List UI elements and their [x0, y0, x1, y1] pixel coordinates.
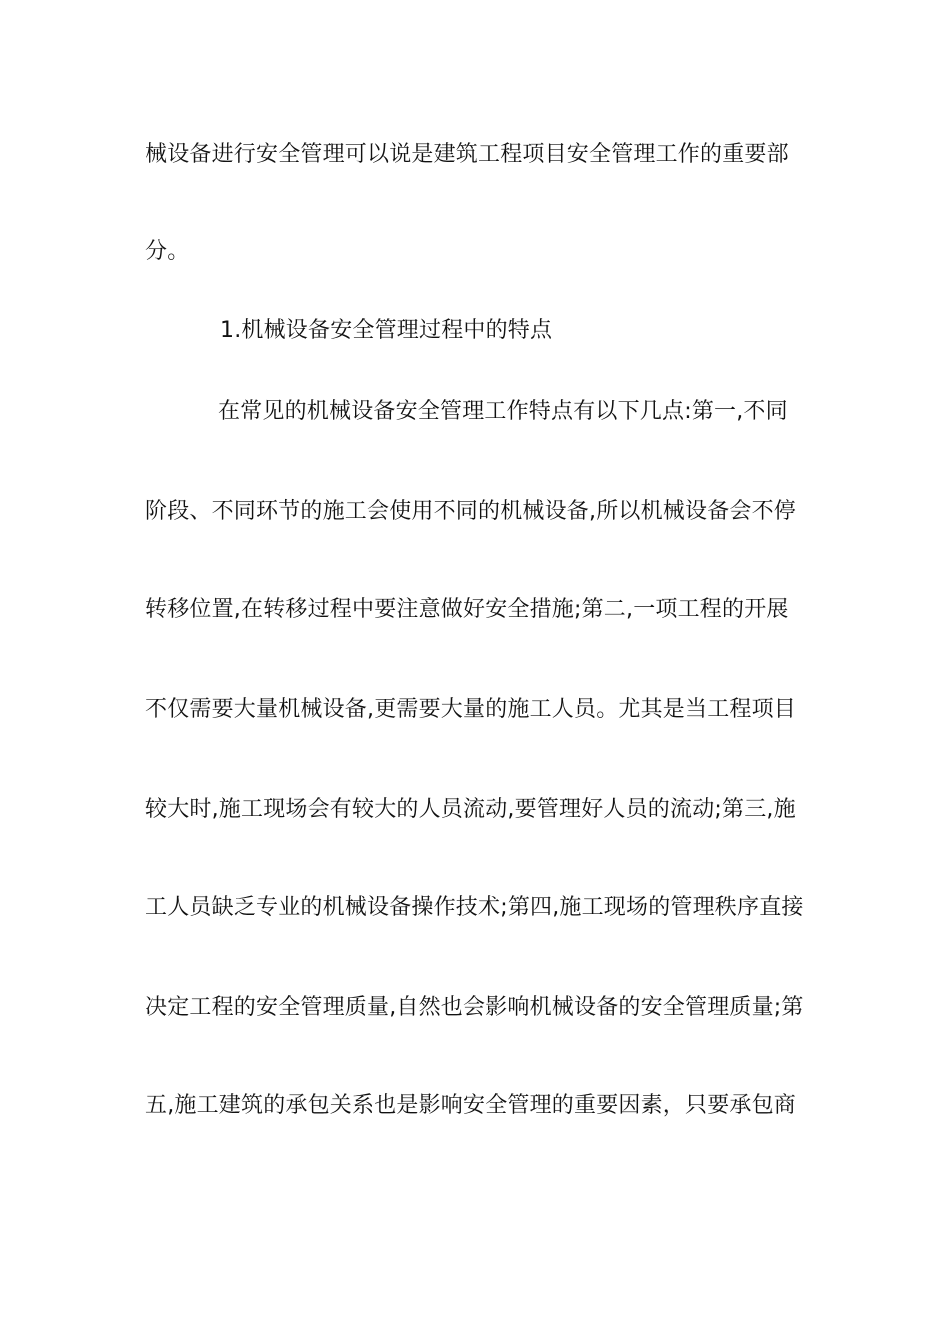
paragraph-first-line: 在常见的机械设备安全管理工作特点有以下几点:第一,不同 [218, 399, 788, 424]
text-line-6: 转移位置,在转移过程中要注意做好安全措施;第二,一项工程的开展 [145, 597, 789, 622]
text-line-7: 不仅需要大量机械设备,更需要大量的施工人员。尤其是当工程项目 [145, 697, 796, 722]
text-line-5: 阶段、不同环节的施工会使用不同的机械设备,所以机械设备会不停 [145, 499, 796, 524]
text-line-8: 较大时,施工现场会有较大的人员流动,要管理好人员的流动;第三,施 [145, 797, 796, 822]
text-line-11: 五,施工建筑的承包关系也是影响安全管理的重要因素，只要承包商 [145, 1093, 796, 1118]
text-line-9: 工人员缺乏专业的机械设备操作技术;第四,施工现场的管理秩序直接 [145, 895, 804, 920]
section-heading: 1.机械设备安全管理过程中的特点 [220, 318, 553, 343]
text-line-1: 械设备进行安全管理可以说是建筑工程项目安全管理工作的重要部 [145, 142, 789, 167]
text-line-2: 分。 [145, 239, 190, 264]
text-line-10: 决定工程的安全管理质量,自然也会影响机械设备的安全管理质量;第 [145, 995, 804, 1020]
